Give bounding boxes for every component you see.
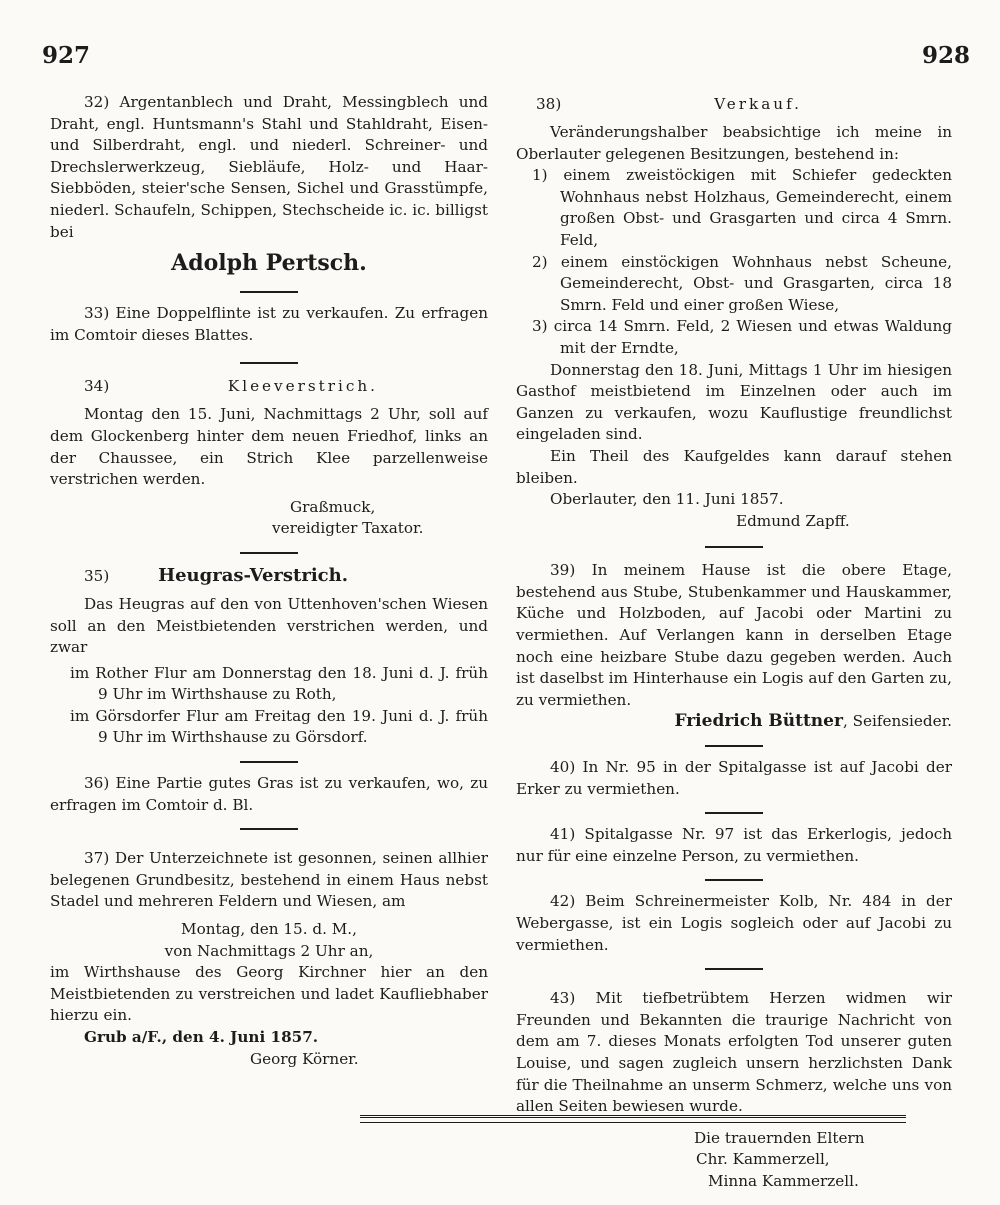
ad-35 — [50, 564, 488, 749]
page-number-right: 928 — [921, 42, 970, 69]
separator — [705, 812, 763, 814]
ad-43-text: 43) Mit tiefbetrübtem Herzen widmen wir Freunden und Bekannten die traurige Nachricht von dem am 7. dieses Monats erfolgten Tod unserer guten Louise, und sagen zugleich unsern herzlichsten Dank für die Theilnahme an unserm Schmerz, welche uns von allen Seiten bewiesen wurde. — [516, 989, 952, 1116]
ad-39-text: 39) In meinem Hause ist die obere Etage, bestehend aus Stube, Stubenkammer und Hauskammer, Küche und Holzboden, auf Jacobi oder Martini zu vermiethen. Auf Verlangen kann in derselben Etage noch eine heizbare Stube dazu gegeben werden. Auch ist daselbst im Hinterhause ein Logis auf den Garten zu, zu vermiethen. — [516, 561, 952, 709]
ad-39 — [516, 560, 952, 733]
ad-38-text: Donnerstag den 18. Juni, Mittags 1 Uhr im hiesigen Gasthof meistbietend im Einzelnen oder auch im Ganzen zu verkaufen, wozu Kauflustige freundlichst eingeladen sind. — [516, 360, 952, 444]
ad-43-sign-1: Die trauernden Eltern — [694, 1128, 865, 1147]
ad-38-intro: Veränderungshalber beabsichtige ich meine in Oberlauter gelegenen Besitzungen, bestehend in: — [516, 123, 952, 163]
bottom-rule — [360, 1115, 906, 1123]
ad-33 — [50, 303, 488, 346]
separator — [240, 552, 298, 554]
separator — [705, 745, 763, 747]
ad-42 — [516, 891, 952, 956]
left-column — [50, 92, 488, 1082]
ad-32-signature: Adolph Pertsch. — [171, 250, 367, 277]
ad-34-sign-1: Graßmuck, — [290, 497, 376, 516]
page-number-left: 927 — [42, 42, 91, 69]
ad-38 — [516, 92, 952, 532]
ad-34-title: Kleeverstrich. — [227, 377, 378, 396]
ad-40 — [516, 757, 952, 800]
ad-37-time: von Nachmittags 2 Uhr an, — [164, 941, 374, 960]
ad-34 — [50, 374, 488, 540]
ad-38-number: 38) — [536, 95, 562, 113]
ad-33-text: 33) Eine Doppelflinte ist zu verkaufen. Zu erfragen im Comtoir dieses Blattes. — [50, 304, 488, 344]
ad-42-text: 42) Beim Schreinermeister Kolb, Nr. 484 in der Webergasse, ist ein Logis sogleich oder auf Jacobi zu vermiethen. — [516, 892, 952, 954]
separator — [705, 879, 763, 881]
separator — [240, 828, 298, 830]
ad-32-text: 32) Argentanblech und Draht, Messingblech und Draht, engl. Huntsmann's Stahl und Stahldraht, Eisen- und Silberdraht, engl. und niederl. Schreiner- und Drechslerwerkzeug, Siebläufe, Holz- und Haar-Siebböden, steier'sche Sensen, Sichel und Grasstümpfe, niederl. Schaufeln, Schippen, Stechscheide ic. ic. billigst bei — [50, 93, 489, 241]
ad-34-text: Montag den 15. Juni, Nachmittags 2 Uhr, soll auf dem Glockenberg hinter dem neuen Friedhof, links an der Chaussee, ein Strich Klee parzellenweise verstrichen werden. — [50, 405, 488, 489]
ad-38-title: Verkauf. — [714, 95, 802, 113]
ad-34-number: 34) — [84, 377, 110, 396]
ad-35-item-1: im Rother Flur am Donnerstag den 18. Juni d. J. früh 9 Uhr im Wirthshause zu Roth, — [70, 663, 488, 704]
separator — [705, 968, 763, 970]
ad-38-place-date: Oberlauter, den 11. Juni 1857. — [550, 490, 784, 509]
ad-32 — [50, 92, 488, 279]
ad-41-text: 41) Spitalgasse Nr. 97 ist das Erkerlogis, jedoch nur für eine einzelne Person, zu vermiethen. — [516, 825, 952, 865]
ad-35-number: 35) — [84, 566, 110, 585]
ad-36 — [50, 773, 488, 816]
ad-40-text: 40) In Nr. 95 in der Spitalgasse ist auf Jacobi der Erker zu vermiethen. — [516, 758, 952, 798]
right-column — [516, 92, 952, 1205]
ad-43-sign-3: Minna Kammerzell. — [708, 1171, 859, 1190]
ad-34-sign-2: vereidigter Taxator. — [272, 519, 424, 538]
ad-35-item-2: im Görsdorfer Flur am Freitag den 19. Juni d. J. früh 9 Uhr im Wirthshause zu Görsdorf. — [70, 706, 488, 747]
ad-35-text: Das Heugras auf den von Uttenhoven'schen Wiesen soll an den Meistbietenden verstrichen werden, und zwar — [50, 594, 488, 657]
ad-36-text: 36) Eine Partie gutes Gras ist zu verkaufen, wo, zu erfragen im Comtoir d. Bl. — [50, 774, 488, 814]
ad-38-item-2: 2) einem einstöckigen Wohnhaus nebst Scheune, Gemeinderecht, Obst- und Grasgarten, circa 18 Smrn. Feld und einer großen Wiese, — [532, 252, 952, 314]
separator — [705, 546, 763, 548]
ad-41 — [516, 824, 952, 867]
ad-37-place-date: Grub a/F., den 4. Juni 1857. — [84, 1028, 319, 1046]
ad-38-text-2: Ein Theil des Kaufgeldes kann darauf stehen bleiben. — [516, 446, 952, 487]
ad-35-title: Heugras-Verstrich. — [158, 564, 348, 586]
separator — [240, 291, 298, 293]
ad-37-sign: Georg Körner. — [250, 1049, 359, 1068]
ad-38-item-3: 3) circa 14 Smrn. Feld, 2 Wiesen und etwas Waldung mit der Erndte, — [532, 317, 952, 357]
ad-37-date: Montag, den 15. d. M., — [181, 920, 357, 939]
ad-43 — [516, 988, 952, 1192]
ad-39-sign-role: , Seifensieder. — [842, 712, 952, 731]
ad-37-text-2: im Wirthshause des Georg Kirchner hier an den Meistbietenden zu verstreichen und ladet Kaufliebhaber hierzu ein. — [50, 963, 488, 1025]
ad-37 — [50, 848, 488, 1070]
separator — [240, 362, 298, 364]
ad-37-text: 37) Der Unterzeichnete ist gesonnen, seinen allhier belegenen Grundbesitz, bestehend in einem Haus nebst Stadel und mehreren Feldern und Wiesen, am — [50, 849, 488, 911]
ad-43-sign-2: Chr. Kammerzell, — [696, 1150, 830, 1169]
ad-38-item-1: 1) einem zweistöckigen mit Schiefer gedeckten Wohnhaus nebst Holzhaus, Gemeinderecht, einem großen Obst- und Grasgarten und circa 4 Smrn. Feld, — [532, 166, 952, 249]
separator — [240, 761, 298, 763]
ad-38-sign: Edmund Zapff. — [736, 511, 850, 530]
ad-39-sign: Friedrich Büttner — [674, 711, 843, 732]
ad-39-signature-line — [516, 711, 952, 733]
